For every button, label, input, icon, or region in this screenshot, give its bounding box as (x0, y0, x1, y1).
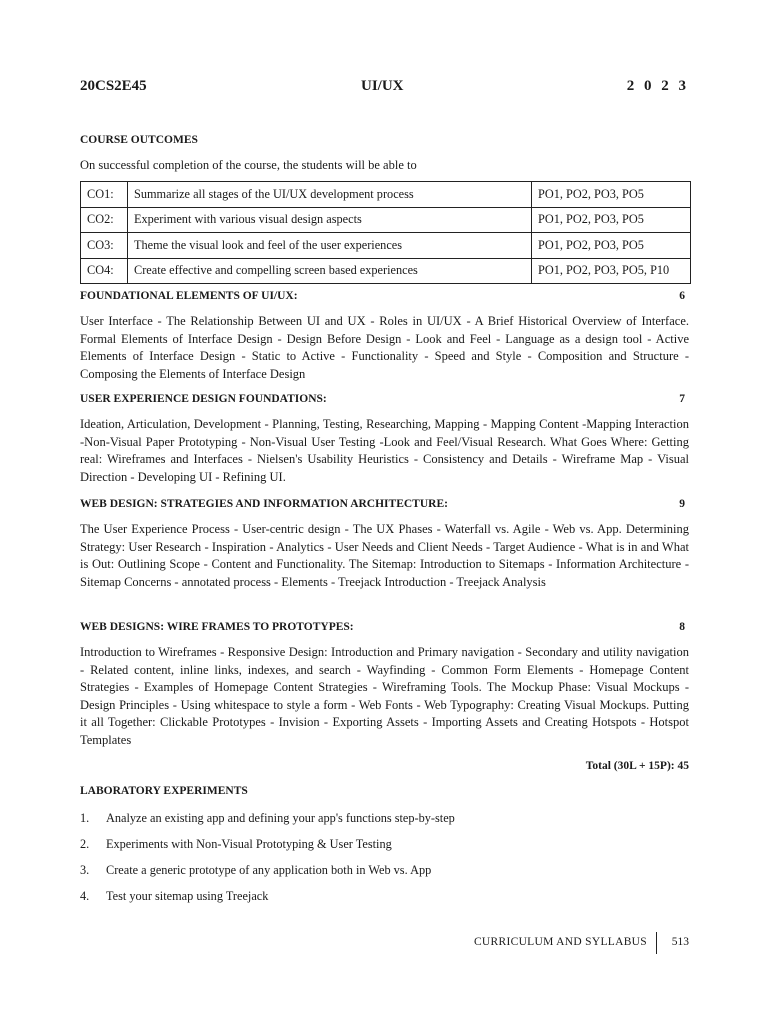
item-text: Analyze an existing app and defining your app's functions step-by-step (106, 811, 455, 825)
unit-heading (80, 621, 689, 633)
co-description: Summarize all stages of the UI/UX development process (128, 182, 532, 208)
course-outcomes-intro: On successful completion of the course, the students will be able to (80, 158, 417, 172)
unit-content: Introduction to Wireframes - Responsive Design: Introduction and Primary navigation - Secondary and utility navigation - Related content, inline links, indexes, and search - Wayfinding - Common Form Elements - Homepage Content Strategies - Examples of Homepage Content Strategies - Wireframing Tools. The Mockup Phase: Visual Mockups - Design Principles - Using whitespace to style a form - Web Fonts - Web Typography: Creating Visual Mockups. Putting it all Together: Clickable Prototypes - Invision - Exporting Assets - Importing Assets and Creating Hotspots - Hotspot Templates (80, 645, 689, 747)
unit-heading (80, 290, 689, 302)
item-text: Create a generic prototype of any application both in Web vs. App (106, 863, 432, 877)
co-description: Experiment with various visual design aspects (128, 207, 532, 233)
unit-hours: 6 (679, 290, 685, 302)
table-row (81, 182, 691, 208)
heading-text: COURSE OUTCOMES (80, 134, 198, 146)
unit-hours: 7 (679, 393, 685, 405)
unit-hours: 9 (679, 498, 685, 510)
page-header (80, 78, 689, 98)
unit-heading (80, 393, 689, 405)
co-id: CO1: (81, 182, 128, 208)
item-number: 2. (80, 837, 90, 851)
item-number: 3. (80, 863, 90, 877)
table-row (81, 207, 691, 233)
item-text: Test your sitemap using Treejack (106, 889, 269, 903)
course-year: 2 0 2 3 (626, 78, 689, 94)
co-id: CO3: (81, 233, 128, 259)
co-program-outcomes: PO1, PO2, PO3, PO5, P10 (532, 258, 691, 284)
course-outcomes-table (80, 181, 691, 284)
unit-hours: 8 (679, 621, 685, 633)
footer-label: CURRICULUM AND SYLLABUS (473, 936, 647, 948)
table-row (81, 258, 691, 284)
unit-title: FOUNDATIONAL ELEMENTS OF UI/UX: (80, 290, 298, 302)
unit-heading (80, 498, 689, 510)
unit-content: The User Experience Process - User-centric design - The UX Phases - Waterfall vs. Agile - Web vs. App. Determining Strategy: User Research - Inspiration - Analytics - User Needs and Client Needs - Target Audience - What is in and What is Out: Outlining Scope - Content and Functionality. The Sitemap: Introduction to Sitemaps - Information Architecture - Sitemap Concerns - annotated process - Elements - Treejack Introduction - Treejack Analysis (80, 522, 689, 589)
co-program-outcomes: PO1, PO2, PO3, PO5 (532, 182, 691, 208)
footer-divider (656, 932, 657, 954)
co-program-outcomes: PO1, PO2, PO3, PO5 (532, 233, 691, 259)
unit-title: WEB DESIGNS: WIRE FRAMES TO PROTOTYPES: (80, 621, 354, 633)
co-description: Theme the visual look and feel of the user experiences (128, 233, 532, 259)
table-row (81, 233, 691, 259)
page-number: 513 (671, 936, 689, 948)
unit-content: User Interface - The Relationship Between UI and UX - Roles in UI/UX - A Brief Historical Overview of Interface. Formal Elements of Interface Design - Design Before Design - Look and Feel - Language as a design tool - Active Elements of Interface Design - Static to Active - Functionality - Speed and Style - Composition and Structure - Composing the Elements of Interface Design (80, 314, 689, 381)
item-text: Experiments with Non-Visual Prototyping & User Testing (106, 837, 392, 851)
unit-title: WEB DESIGN: STRATEGIES AND INFORMATION ARCHITECTURE: (80, 498, 448, 510)
course-code: 20CS2E45 (80, 78, 147, 94)
co-description: Create effective and compelling screen based experiences (128, 258, 532, 284)
lab-heading (80, 785, 689, 797)
total-hours: Total (30L + 15P): 45 (585, 760, 689, 772)
item-number: 4. (80, 889, 90, 903)
unit-title: USER EXPERIENCE DESIGN FOUNDATIONS: (80, 393, 327, 405)
item-number: 1. (80, 811, 90, 825)
co-id: CO2: (81, 207, 128, 233)
co-program-outcomes: PO1, PO2, PO3, PO5 (532, 207, 691, 233)
course-outcomes-heading (80, 134, 689, 146)
co-id: CO4: (81, 258, 128, 284)
course-title: UI/UX (361, 78, 404, 94)
heading-text: LABORATORY EXPERIMENTS (80, 785, 248, 797)
unit-content: Ideation, Articulation, Development - Planning, Testing, Researching, Mapping - Mapping Content -Mapping Interaction -Non-Visual Paper Prototyping - Non-Visual User Testing -Look and Feel/Visual Research. What Goes Where: Getting real: Wireframes and Interfaces - Nielsen's Usability Heuristics - Consistency and Details - Wireframe Map - Visual Direction - Developing UI - Refining UI. (80, 417, 689, 484)
